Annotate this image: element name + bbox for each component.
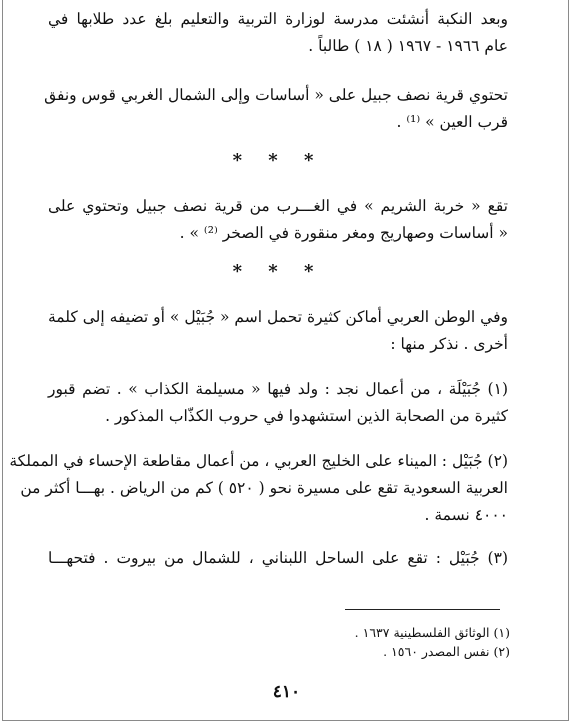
paragraph-khirbat-al-sharim: [48, 193, 508, 247]
text-line: قرب العين » ⁽¹⁾ .: [396, 113, 508, 131]
section-separator: * * *: [232, 150, 324, 171]
list-item-jubail-lebanon: [48, 545, 508, 572]
text-line: (٢) جُبَيْل : الميناء على الخليج العربي ، من أعمال مقاطعة الإحساء في المملكة: [9, 452, 508, 470]
text-line: ٤٠٠٠ نسمة .: [424, 506, 508, 524]
text-line: « أساسات وصهاريج ومغر منقورة في الصخر ⁽²⁾ » .: [179, 224, 508, 242]
text-line: (١) جُبَيْلَة ، من أعمال نجد : ولد فيها « مسيلمة الكذاب » . تضم قبور: [48, 380, 508, 398]
text-line: العربية السعودية تقع على مسيرة نحو ( ٥٢٠ ) كم من الرياض . بهـــا أكثر من: [20, 479, 508, 497]
footnote: (١) الوثائق الفلسطينية ١٦٣٧ .: [354, 625, 510, 640]
text-line: تحتوي قرية نصف جبيل على « أساسات وإلى الشمال الغربي قوس ونفق: [44, 86, 508, 104]
paragraph-school: [48, 6, 508, 60]
footnote-divider: [345, 609, 500, 610]
text-line: أخرى . نذكر منها :: [390, 335, 508, 353]
footnote: (٢) نفس المصدر ١٥٦٠ .: [383, 644, 510, 659]
section-separator: * * *: [232, 261, 324, 282]
list-item-jubail-gulf: [9, 448, 508, 529]
paragraph-arab-places: [48, 304, 508, 358]
list-item-jubaila: [48, 376, 508, 430]
page-body: [9, 6, 508, 592]
page-number: ٤١٠: [272, 682, 301, 702]
text-line: (٣) جُبَيْل : تقع على الساحل اللبناني ، للشمال من بيروت . فتحهـــا: [48, 549, 508, 567]
paragraph-village-contents: [44, 82, 508, 136]
text-line: كثيرة من الصحابة الذين استشهدوا في حروب الكذّاب المذكور .: [105, 407, 508, 425]
text-line: تقع « خربة الشريم » في الغـــرب من قرية نصف جبيل وتحتوي على: [48, 197, 508, 215]
footnotes: [355, 623, 510, 661]
text-line: عام ١٩٦٦ - ١٩٦٧ ( ١٨ ) طالباً .: [308, 37, 508, 55]
text-line: وفي الوطن العربي أماكن كثيرة تحمل اسم « جُبَيْل » أو تضيفه إلى كلمة: [48, 308, 508, 326]
text-line: وبعد النكبة أنشئت مدرسة لوزارة التربية والتعليم بلغ عدد طلابها في: [48, 10, 508, 28]
